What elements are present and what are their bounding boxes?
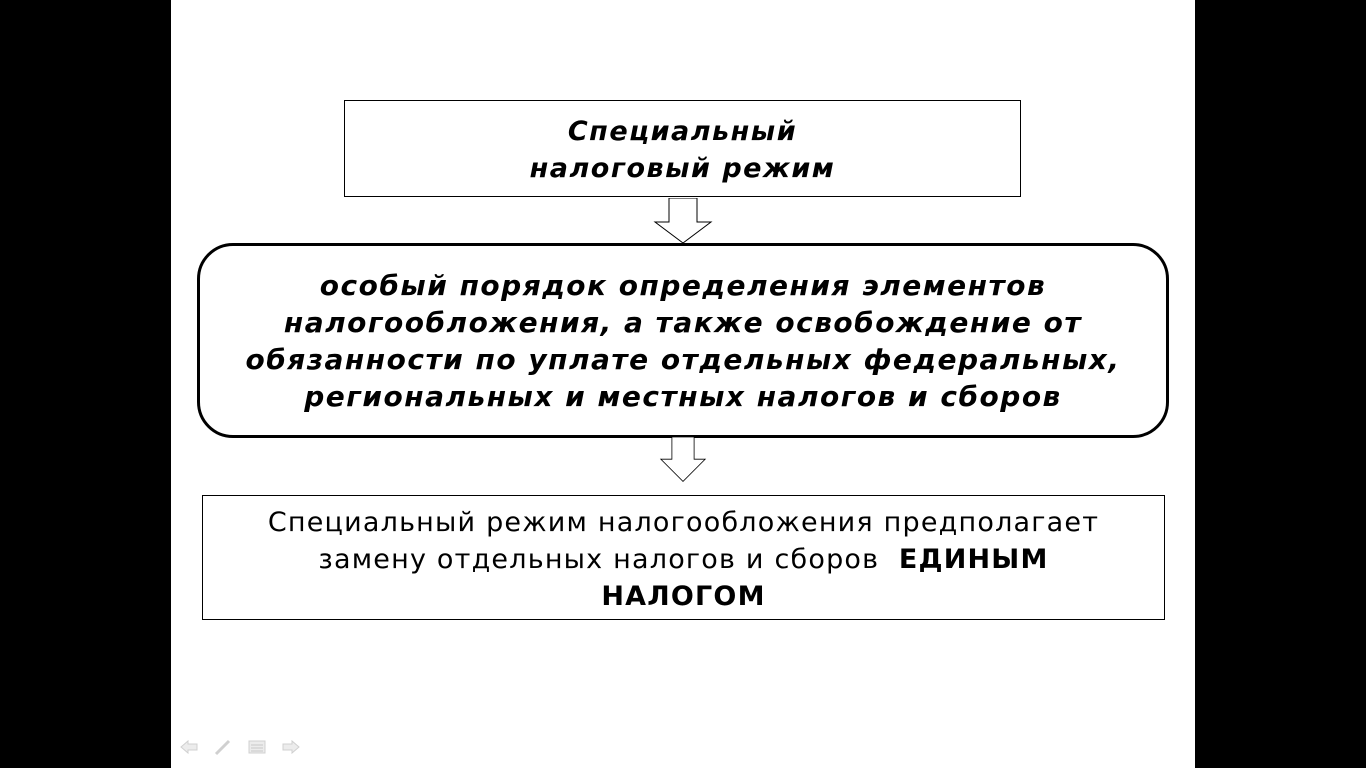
arrow-down-icon-1 xyxy=(653,198,713,244)
definition-line-4: региональных и местных налогов и сборов xyxy=(304,379,1062,413)
slide-navigation xyxy=(179,738,301,756)
title-line-1: Специальный xyxy=(567,115,798,147)
consequence-emphasis-1: ЕДИНЫМ xyxy=(898,544,1049,575)
definition-text xyxy=(246,267,1121,415)
menu-icon[interactable] xyxy=(247,738,267,756)
definition-line-1: особый порядок определения элементов xyxy=(319,268,1047,302)
previous-slide-icon[interactable] xyxy=(179,738,199,756)
consequence-line-2 xyxy=(263,541,1104,578)
consequence-emphasis-2: НАЛОГОМ xyxy=(601,581,766,612)
consequence-text-part: замену отдельных налогов и сборов xyxy=(318,544,880,575)
title-box xyxy=(344,100,1021,197)
consequence-line-1: Специальный режим налогообложения предполагает xyxy=(267,507,1100,538)
definition-box xyxy=(197,243,1169,438)
next-slide-icon[interactable] xyxy=(281,738,301,756)
title-text xyxy=(530,111,836,187)
definition-line-3: обязанности по уплате отдельных федеральных, xyxy=(245,342,1121,376)
pen-icon[interactable] xyxy=(213,738,233,756)
definition-line-2: налогообложения, а также освобождение от xyxy=(283,305,1083,339)
arrow-down-icon-2 xyxy=(653,437,713,483)
slide xyxy=(171,0,1195,768)
title-line-2: налоговый режим xyxy=(529,152,836,184)
consequence-box xyxy=(202,495,1165,620)
